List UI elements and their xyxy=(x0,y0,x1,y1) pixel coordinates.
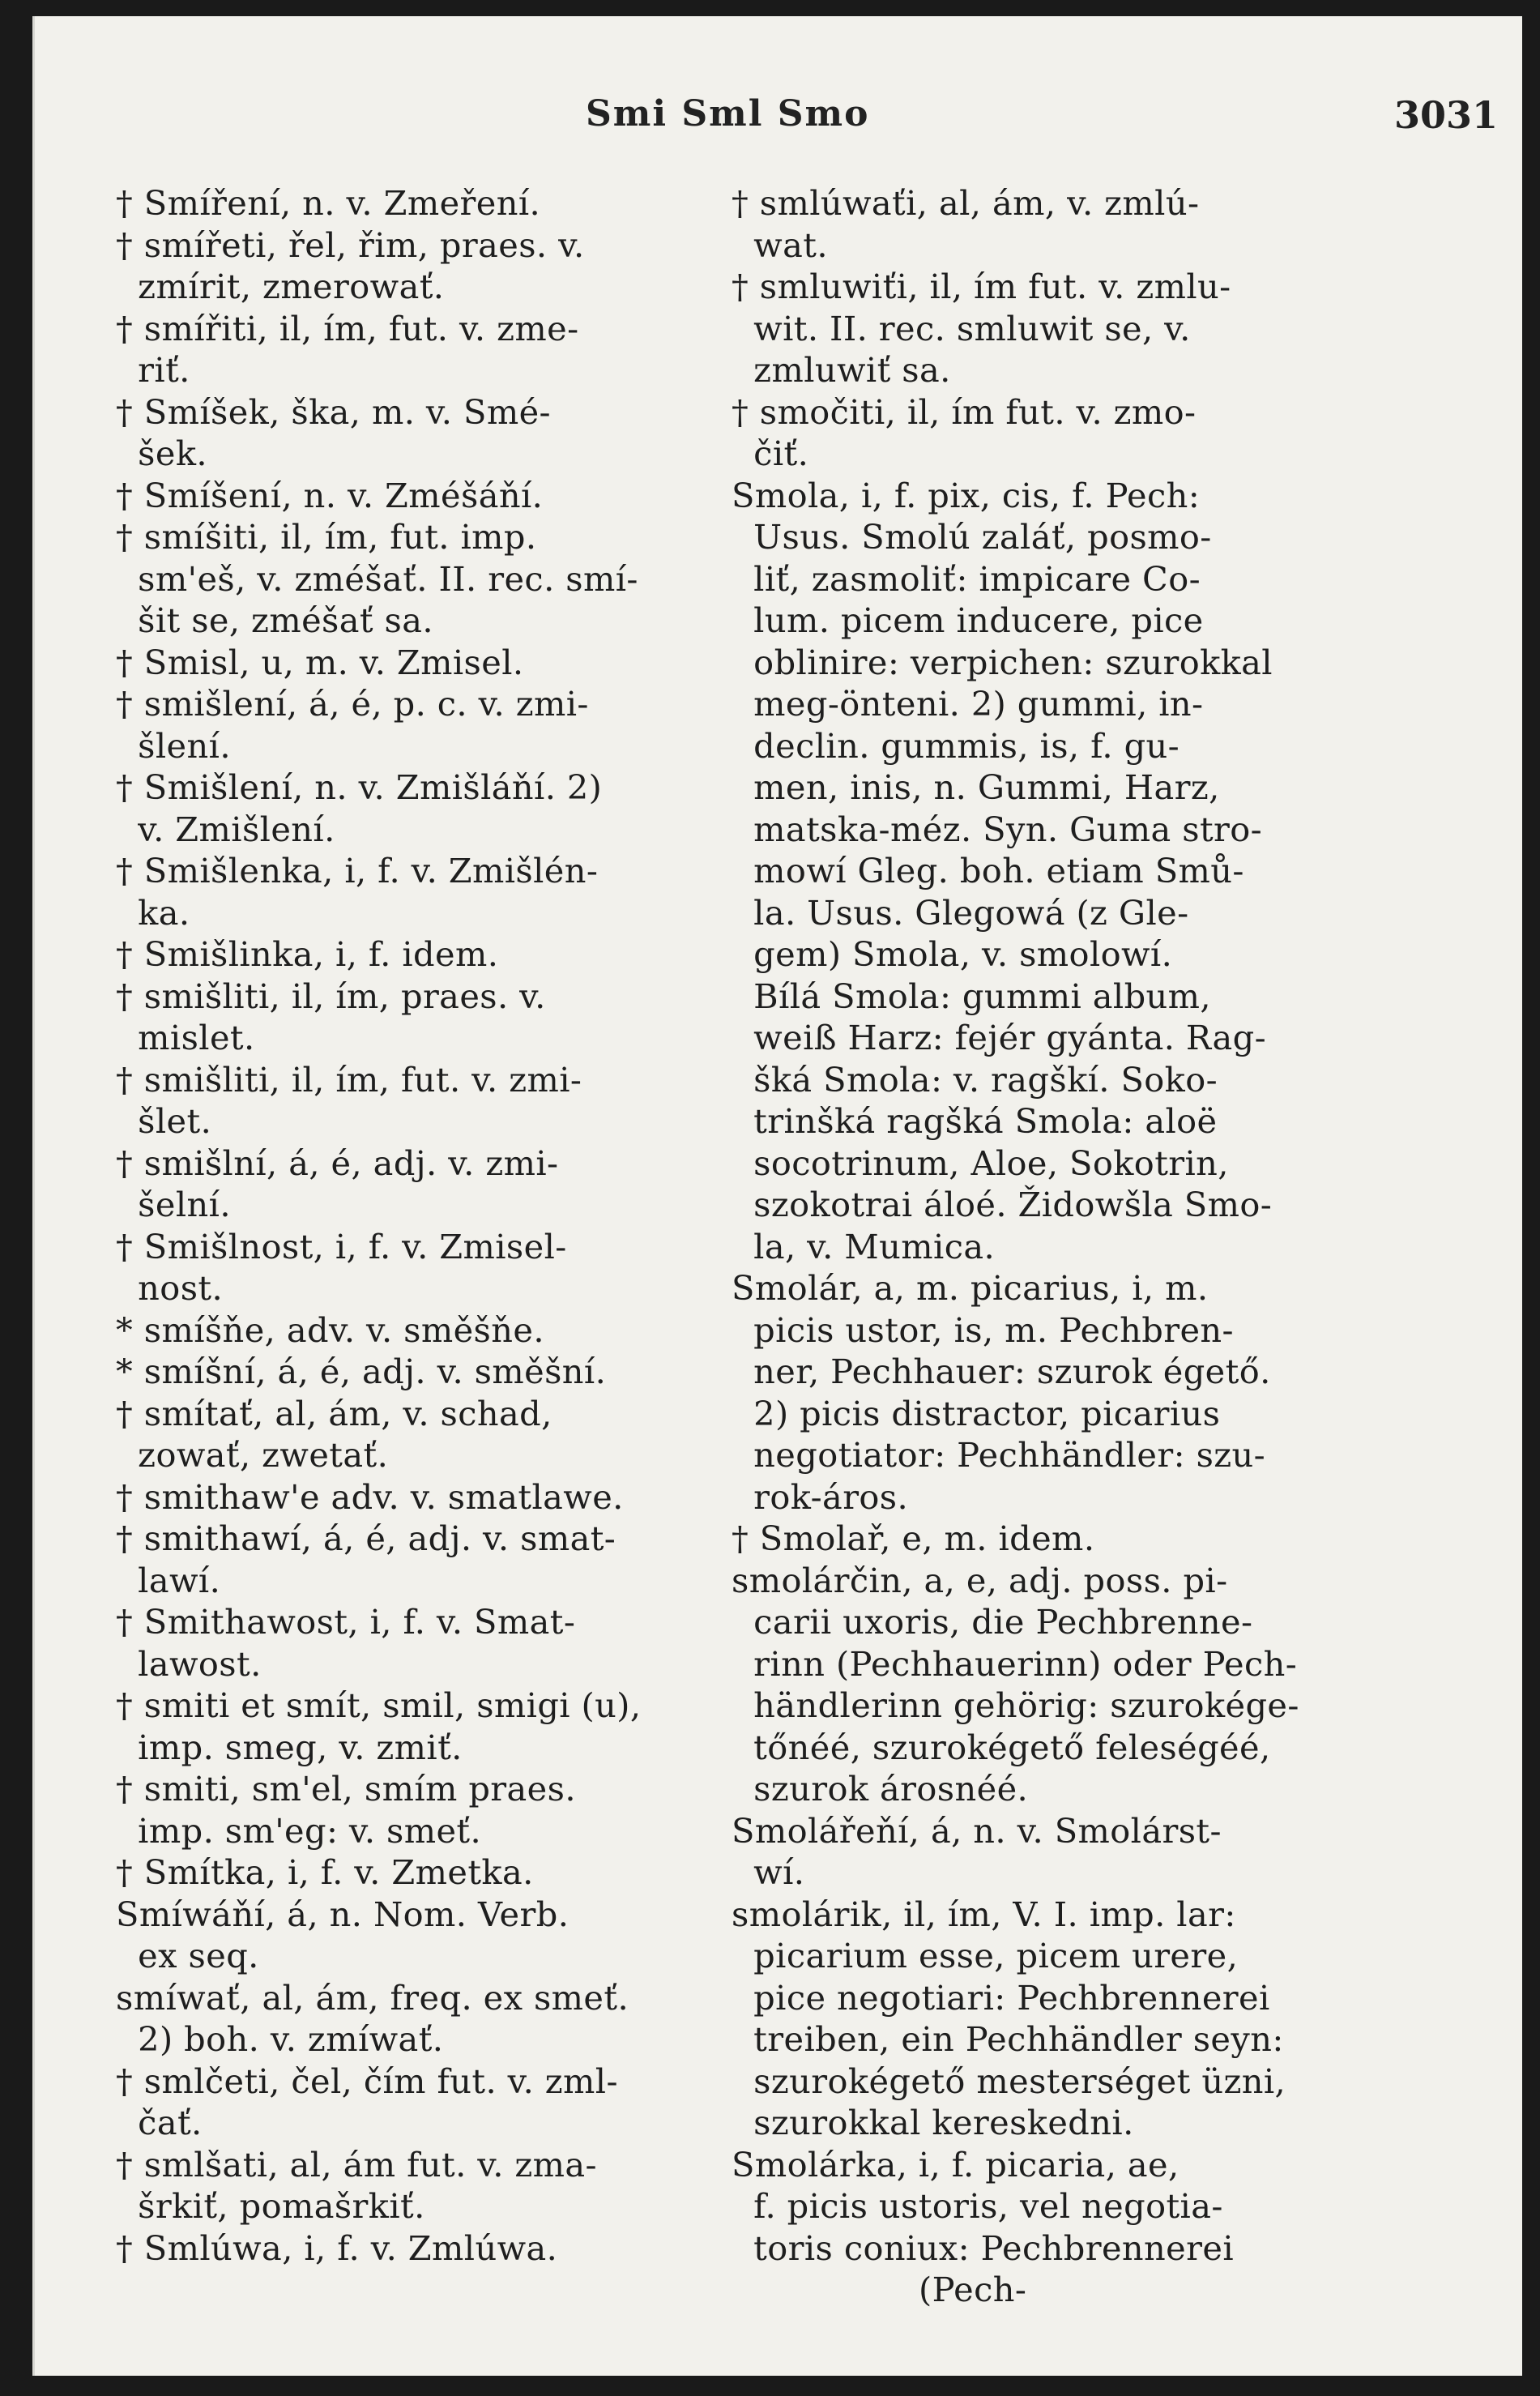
entry-line: smolárčin, a, e, adj. poss. pi- xyxy=(732,1560,1228,1600)
entry-line: zmluwiť sa. xyxy=(732,350,951,390)
entry-line: lawost. xyxy=(116,1643,262,1684)
entry-line: lum. picem inducere, pice xyxy=(732,600,1204,640)
entry-line: carii uxoris, die Pechbrenne- xyxy=(732,1602,1253,1642)
entry-line: gem) Smola, v. smolowí. xyxy=(732,934,1173,974)
entry-line: negotiator: Pechhändler: szu- xyxy=(732,1435,1266,1475)
entry-line: tőnéé, szurokégető feleségéé, xyxy=(732,1727,1271,1767)
entry-line: šek. xyxy=(116,434,207,473)
entry-line: ner, Pechhauer: szurok égető. xyxy=(732,1352,1271,1391)
entry-line: nost. xyxy=(116,1268,224,1308)
entry-line: † Smolař, e, m. idem. xyxy=(732,1518,1095,1558)
entry-line: šlet. xyxy=(116,1101,212,1141)
entry-line: † smiti et smít, smil, smigi (u), xyxy=(116,1685,642,1725)
entry-line: händlerinn gehörig: szurokége- xyxy=(732,1685,1299,1725)
entry-line: † smlčeti, čel, čím fut. v. zml- xyxy=(116,2061,618,2101)
entry-line: Smolárka, i, f. picaria, ae, xyxy=(732,2144,1180,2185)
entry-line: toris coniux: Pechbrennerei xyxy=(732,2227,1235,2268)
entry-line: lawí. xyxy=(116,1560,221,1600)
entry-line: šlení. xyxy=(116,725,231,766)
entry-line: šká Smola: v. ragškí. Soko- xyxy=(732,1059,1218,1100)
entry-line: matska-méz. Syn. Guma stro- xyxy=(732,809,1263,849)
entry-line: wat. xyxy=(732,224,828,265)
entry-line: meg-önteni. 2) gummi, in- xyxy=(732,684,1204,724)
entry-line: sm'eš, v. zméšať. II. rec. smí- xyxy=(116,558,638,599)
entry-line: † smithaw'e adv. v. smatlawe. xyxy=(116,1476,624,1517)
entry-line: ka. xyxy=(116,892,190,933)
entry-line: szurok árosnéé. xyxy=(732,1769,1029,1809)
entry-line: zowať, zwetať. xyxy=(116,1435,389,1475)
entry-line: † smlšati, al, ám fut. v. zma- xyxy=(116,2144,597,2185)
entry-line: Usus. Smolú zaláť, posmo- xyxy=(732,517,1212,557)
entry-line: riť. xyxy=(116,350,190,390)
entry-line: rok-áros. xyxy=(732,1476,909,1517)
entry-line: Smolářeňí, á, n. v. Smolárst- xyxy=(732,1810,1222,1851)
entry-line: 2) boh. v. zmíwať. xyxy=(116,2019,444,2059)
entry-line: Smola, i, f. pix, cis, f. Pech: xyxy=(732,475,1201,515)
entry-line: Smolár, a, m. picarius, i, m. xyxy=(732,1268,1209,1308)
entry-line: † smiti, sm'el, smím praes. xyxy=(116,1769,576,1809)
right-column xyxy=(732,182,1493,2311)
page-number: 3031 xyxy=(1393,93,1498,137)
entry-line: † Smišlenka, i, f. v. Zmišlén- xyxy=(116,851,599,890)
entry-line: picarium esse, picem urere, xyxy=(732,1936,1239,1975)
entry-line: † smišliti, il, ím, praes. v. xyxy=(116,976,546,1016)
entry-line: † smluwiťi, il, ím fut. v. zmlu- xyxy=(732,267,1231,306)
entry-line: socotrinum, Aloe, Sokotrin, xyxy=(732,1142,1229,1183)
entry-line: smíwať, al, ám, freq. ex smeť. xyxy=(116,1977,629,2018)
entry-line: trinšká ragšká Smola: aloë xyxy=(732,1101,1218,1141)
entry-line: * smíšňe, adv. v. směšňe. xyxy=(116,1309,544,1350)
entry-line: † smithawí, á, é, adj. v. smat- xyxy=(116,1518,616,1558)
entry-line: Bílá Smola: gummi album, xyxy=(732,976,1212,1016)
entry-line: † smišlní, á, é, adj. v. zmi- xyxy=(116,1142,559,1183)
entry-line: (Pech- xyxy=(732,2270,1027,2309)
entry-line: † Smítka, i, f. v. Zmetka. xyxy=(116,1852,534,1892)
entry-line: men, inis, n. Gummi, Harz, xyxy=(732,767,1220,807)
entry-line: † smišlení, á, é, p. c. v. zmi- xyxy=(116,684,589,724)
entry-line: † Smisl, u, m. v. Zmisel. xyxy=(116,642,524,682)
entry-line: 2) picis distractor, picarius xyxy=(732,1393,1221,1433)
entry-line: f. picis ustoris, vel negotia- xyxy=(732,2186,1223,2226)
entry-line: † smišliti, il, ím, fut. v. zmi- xyxy=(116,1059,582,1100)
entry-line: imp. sm'eg: v. smeť. xyxy=(116,1810,482,1851)
entry-line: wí. xyxy=(732,1852,805,1892)
entry-line: rinn (Pechhauerinn) oder Pech- xyxy=(732,1643,1298,1684)
entry-line: declin. gummis, is, f. gu- xyxy=(732,725,1180,766)
entry-line: wit. II. rec. smluwit se, v. xyxy=(732,308,1191,348)
entry-line: † Smišlinka, i, f. idem. xyxy=(116,934,499,974)
entry-line: v. Zmišlení. xyxy=(116,809,335,849)
entry-line: šit se, zméšať sa. xyxy=(116,600,433,640)
entry-line: zmírit, zmerowať. xyxy=(116,267,445,306)
entry-line: † smířeti, řel, řim, praes. v. xyxy=(116,224,585,265)
entry-line: szurokkal kereskedni. xyxy=(732,2103,1134,2142)
entry-line: mowí Gleg. boh. etiam Smů- xyxy=(732,851,1244,890)
entry-line: treiben, ein Pechhändler seyn: xyxy=(732,2019,1284,2059)
entry-line: † Smišlnost, i, f. v. Zmisel- xyxy=(116,1226,567,1266)
entry-line: † Smíšek, ška, m. v. Smé- xyxy=(116,391,551,432)
entry-line: liť, zasmoliť: impicare Co- xyxy=(732,558,1201,599)
entry-line: picis ustor, is, m. Pechbren- xyxy=(732,1309,1234,1350)
entry-line: čiť. xyxy=(732,434,809,473)
entry-line: ex seq. xyxy=(116,1936,259,1975)
entry-line: † smlúwaťi, al, ám, v. zmlú- xyxy=(732,183,1200,223)
entry-line: čať. xyxy=(116,2103,203,2142)
entry-line: smolárik, il, ím, V. I. imp. lar: xyxy=(732,1894,1236,1934)
entry-line: † smočiti, il, ím fut. v. zmo- xyxy=(732,391,1197,432)
left-column xyxy=(116,182,748,2269)
entry-line: * smíšní, á, é, adj. v. směšní. xyxy=(116,1352,607,1391)
running-header xyxy=(35,93,1522,150)
entry-line: Smíwáňí, á, n. Nom. Verb. xyxy=(116,1894,570,1934)
entry-line: † Smišlení, n. v. Zmišláňí. 2) xyxy=(116,767,603,807)
entry-line: † Smithawost, i, f. v. Smat- xyxy=(116,1602,576,1642)
entry-line: mislet. xyxy=(116,1018,255,1057)
entry-line: la, v. Mumica. xyxy=(732,1226,996,1266)
entry-line: oblinire: verpichen: szurokkal xyxy=(732,642,1273,682)
entry-line: šelní. xyxy=(116,1185,231,1224)
running-head-title: Smi Sml Smo xyxy=(586,93,870,135)
entry-line: weiß Harz: fejér gyánta. Rag- xyxy=(732,1018,1267,1057)
entry-line: † Smíření, n. v. Zmeření. xyxy=(116,183,541,223)
dictionary-page xyxy=(32,16,1522,2376)
entry-line: szokotrai áloé. Židowšla Smo- xyxy=(732,1185,1273,1224)
entry-line: † smítať, al, ám, v. schad, xyxy=(116,1393,552,1433)
entry-line: † Smlúwa, i, f. v. Zmlúwa. xyxy=(116,2227,558,2268)
entry-line: † smířiti, il, ím, fut. v. zme- xyxy=(116,308,579,348)
entry-line: la. Usus. Glegowá (z Gle- xyxy=(732,892,1189,933)
entry-line: szurokégető mesterséget üzni, xyxy=(732,2061,1286,2101)
entry-line: imp. smeg, v. zmiť. xyxy=(116,1727,463,1767)
entry-line: † Smíšení, n. v. Zméšáňí. xyxy=(116,475,544,515)
entry-line: † smíšiti, il, ím, fut. imp. xyxy=(116,517,537,557)
entry-line: pice negotiari: Pechbrennerei xyxy=(732,1977,1270,2018)
entry-line: šrkiť, pomašrkiť. xyxy=(116,2186,425,2226)
